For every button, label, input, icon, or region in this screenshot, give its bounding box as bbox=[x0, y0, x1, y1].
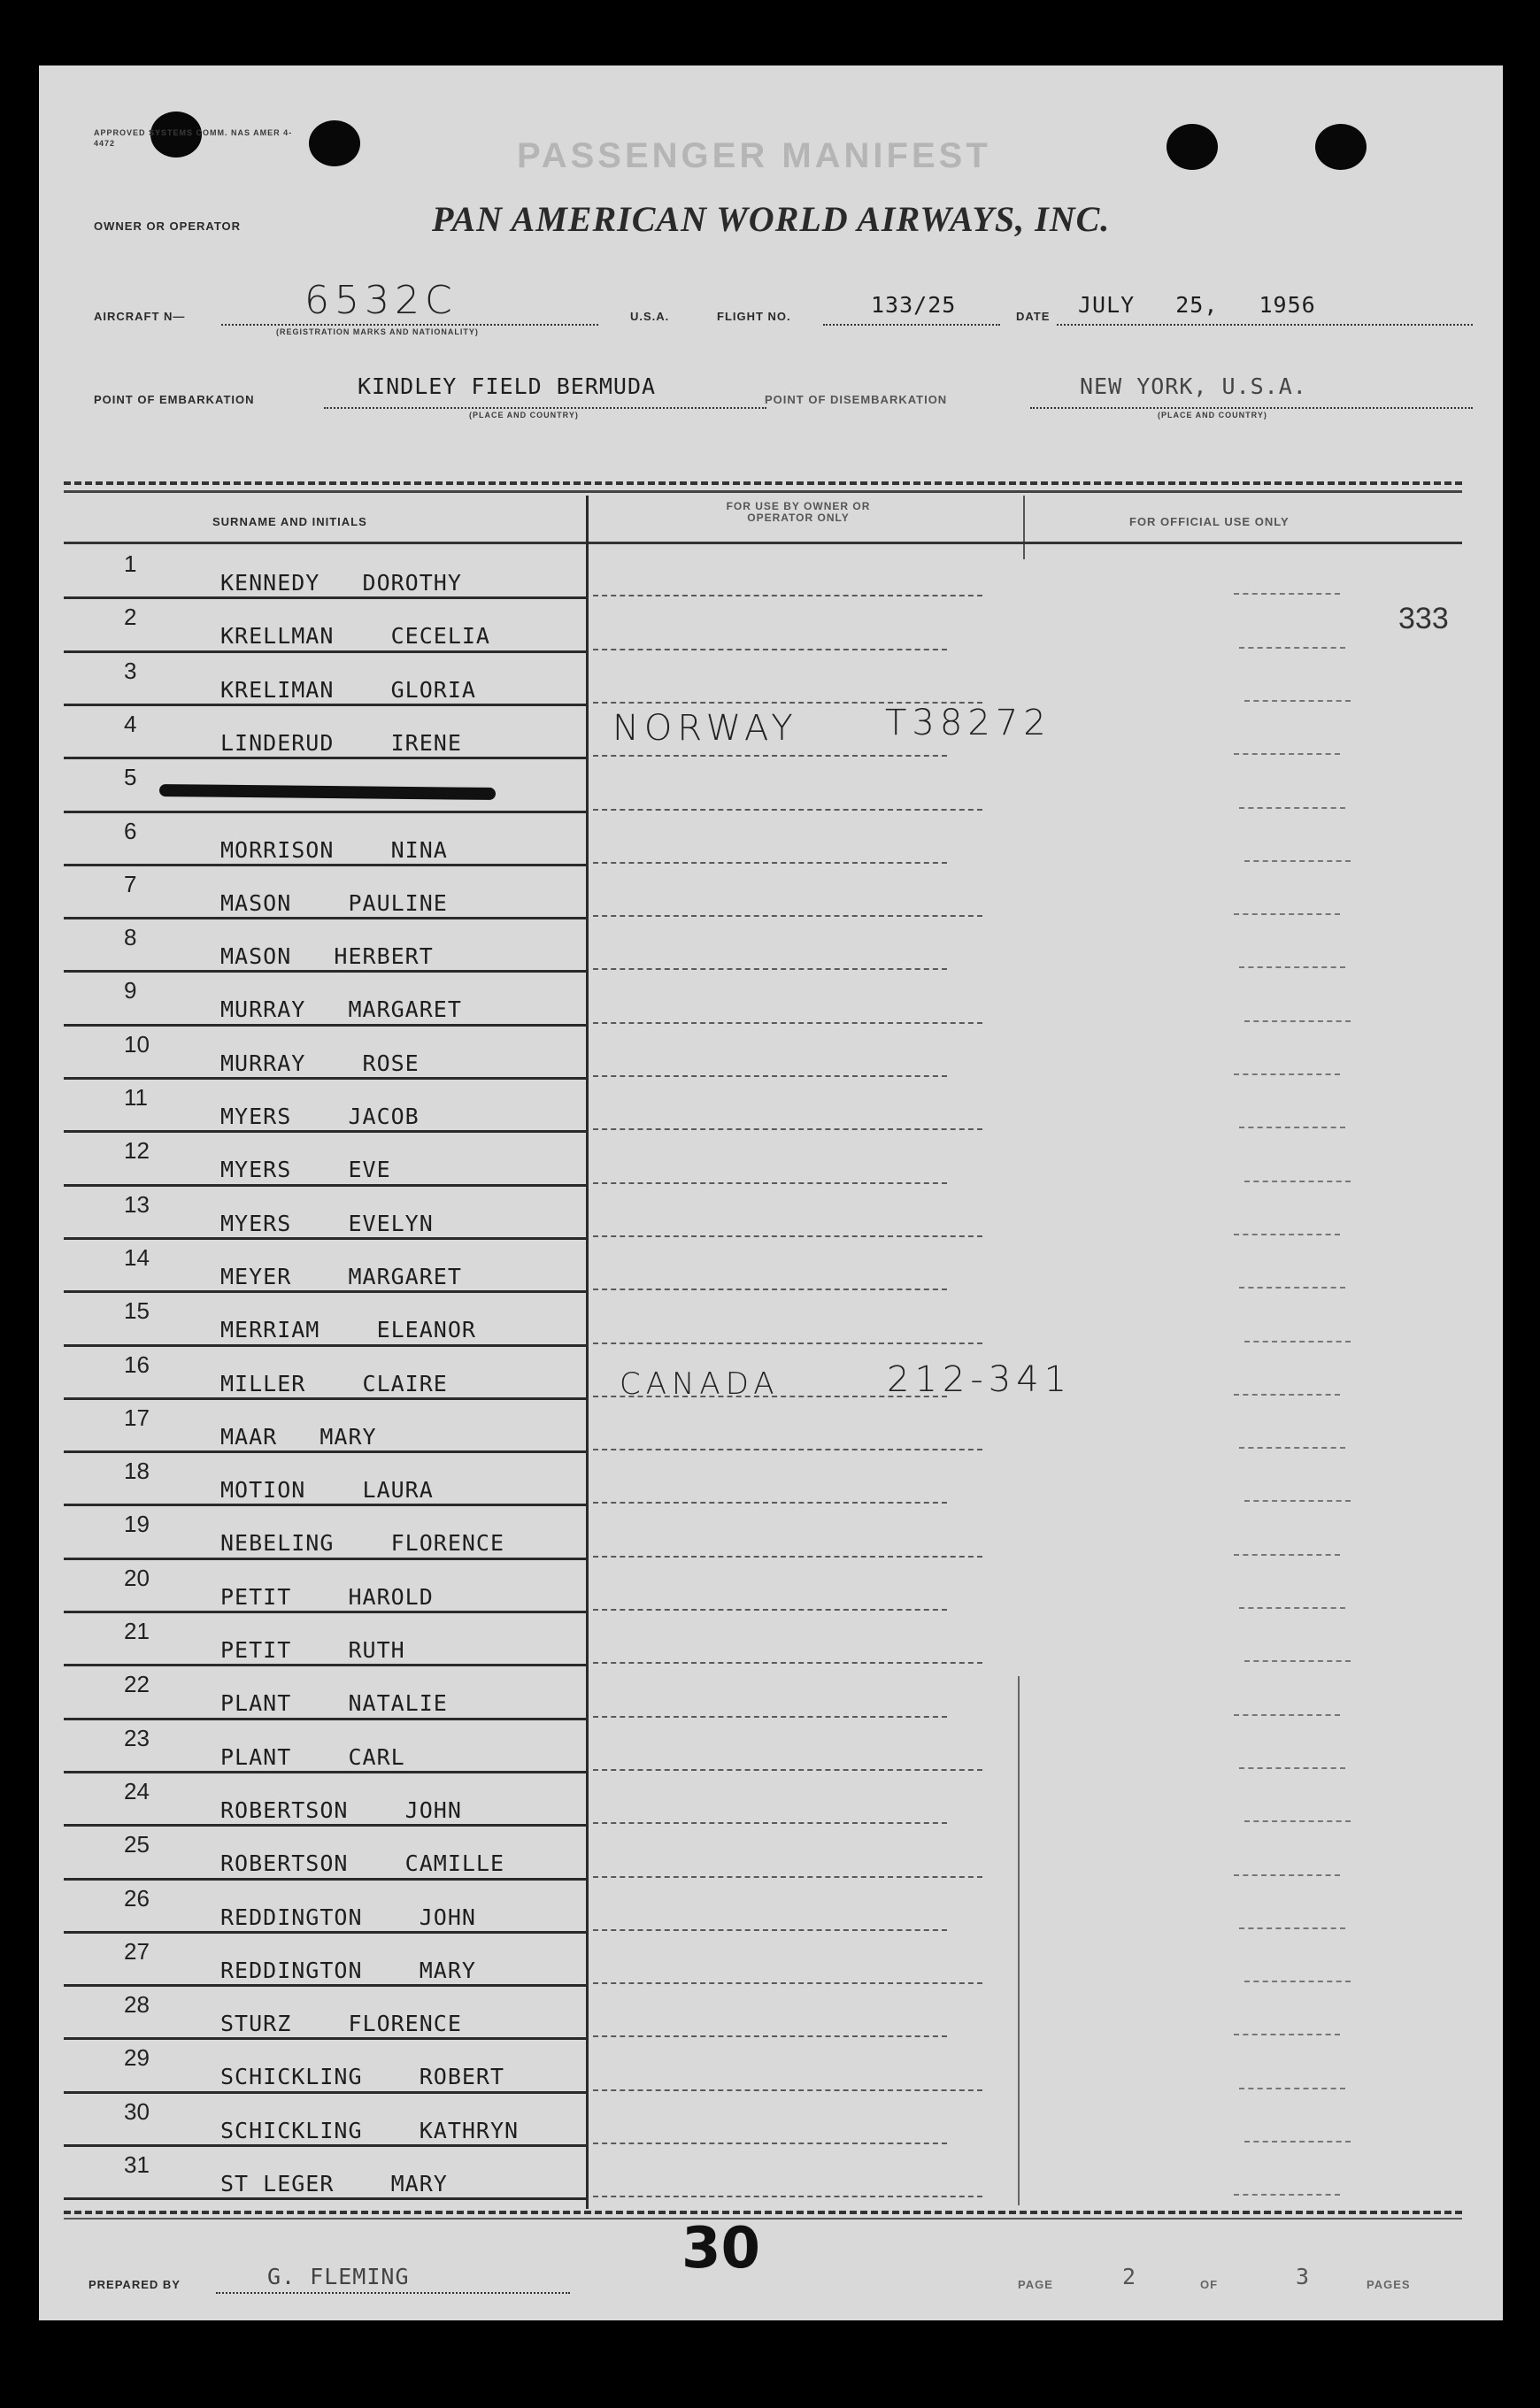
row-rule bbox=[64, 1771, 586, 1773]
owner-column-rule bbox=[593, 1182, 947, 1184]
official-column-rule bbox=[1234, 1394, 1340, 1396]
form-title: PASSENGER MANIFEST bbox=[517, 136, 991, 175]
row-number: 1 bbox=[124, 550, 137, 577]
passenger-name: PETIT HAROLD bbox=[220, 1583, 434, 1610]
column-divider-names bbox=[586, 496, 589, 2209]
row-number: 20 bbox=[124, 1564, 150, 1591]
passenger-name: PLANT NATALIE bbox=[220, 1690, 448, 1717]
row-number: 31 bbox=[124, 2151, 150, 2178]
official-column-rule bbox=[1234, 913, 1340, 915]
owner-column-rule bbox=[593, 862, 947, 864]
row-rule bbox=[64, 1397, 586, 1400]
header-bottom-rule bbox=[64, 542, 1462, 544]
of-value: 3 bbox=[1296, 2264, 1311, 2289]
disembark-value: NEW YORK, U.S.A. bbox=[1080, 373, 1307, 399]
row4-country-note: NORWAY bbox=[612, 708, 798, 749]
table-bottom-rule-2 bbox=[64, 2218, 1462, 2220]
row-number: 2 bbox=[124, 604, 137, 631]
passenger-name: MERRIAM ELEANOR bbox=[220, 1317, 476, 1343]
owner-column-rule bbox=[593, 1822, 947, 1824]
row-number: 16 bbox=[124, 1350, 150, 1378]
row-number: 17 bbox=[124, 1404, 150, 1431]
column-divider-owner-top bbox=[1023, 496, 1025, 559]
official-column-rule bbox=[1244, 1981, 1351, 1982]
owner-column-rule bbox=[593, 915, 982, 917]
owner-column-rule bbox=[593, 809, 982, 811]
embark-caption: (PLACE AND COUNTRY) bbox=[469, 411, 579, 419]
row-rule bbox=[64, 704, 586, 706]
official-column-rule bbox=[1239, 2088, 1345, 2089]
passenger-name: ROBERTSON CAMILLE bbox=[220, 1850, 505, 1877]
row-rule bbox=[64, 1611, 586, 1613]
row-number: 13 bbox=[124, 1190, 150, 1218]
owner-column-rule bbox=[593, 595, 982, 596]
row-rule bbox=[64, 1878, 586, 1881]
prepared-value: G. FLEMING bbox=[267, 2264, 410, 2289]
row-number: 14 bbox=[124, 1243, 150, 1271]
disembark-label: POINT OF DISEMBARKATION bbox=[765, 393, 948, 406]
row-rule bbox=[64, 2037, 586, 2040]
company-name: PAN AMERICAN WORLD AIRWAYS, INC. bbox=[432, 199, 1111, 239]
row-number: 10 bbox=[124, 1030, 150, 1058]
flight-label: FLIGHT NO. bbox=[717, 310, 791, 323]
owner-column-rule bbox=[593, 1929, 947, 1931]
punch-hole bbox=[1315, 124, 1367, 170]
passenger-name: MYERS JACOB bbox=[220, 1104, 420, 1129]
row-number: 12 bbox=[124, 1137, 150, 1165]
owner-column-rule bbox=[593, 968, 947, 970]
owner-column-rule bbox=[593, 2196, 982, 2197]
row-number: 25 bbox=[124, 1831, 150, 1858]
passenger-name: MOTION LAURA bbox=[220, 1477, 434, 1504]
redaction-mark bbox=[159, 784, 496, 800]
passenger-name: PETIT RUTH bbox=[220, 1637, 405, 1663]
official-column-rule bbox=[1239, 1127, 1345, 1128]
passenger-name: NEBELING FLORENCE bbox=[220, 1530, 505, 1557]
embark-label: POINT OF EMBARKATION bbox=[94, 393, 255, 406]
row-number: 28 bbox=[124, 1991, 150, 2019]
row-number: 4 bbox=[124, 710, 137, 737]
owner-column-rule bbox=[593, 1982, 982, 1984]
official-column-rule bbox=[1234, 2034, 1340, 2035]
official-column-rule bbox=[1239, 1767, 1345, 1769]
row-number: 7 bbox=[124, 870, 137, 897]
date-label: DATE bbox=[1016, 310, 1051, 323]
row-rule bbox=[64, 1237, 586, 1240]
table-top-rule bbox=[64, 481, 1462, 485]
row-number: 23 bbox=[124, 1724, 150, 1751]
column-header-owner: FOR USE BY OWNER OR OPERATOR ONLY bbox=[726, 500, 871, 524]
embark-underline bbox=[324, 407, 766, 409]
official-column-rule bbox=[1239, 1927, 1345, 1929]
row-rule bbox=[64, 596, 586, 599]
row-number: 8 bbox=[124, 924, 137, 951]
row-rule bbox=[64, 1504, 586, 1506]
official-column-rule bbox=[1234, 1714, 1340, 1716]
row16-country-note: CANADA bbox=[620, 1366, 780, 1402]
official-column-rule bbox=[1244, 2141, 1351, 2143]
row-number: 24 bbox=[124, 1777, 150, 1804]
punch-hole bbox=[309, 120, 360, 166]
passenger-name: MYERS EVE bbox=[220, 1157, 391, 1183]
owner-column-rule bbox=[593, 1075, 947, 1077]
margin-number: 333 bbox=[1398, 602, 1449, 635]
passenger-name: KENNEDY DOROTHY bbox=[220, 570, 462, 596]
column-header-official: FOR OFFICIAL USE ONLY bbox=[1129, 515, 1290, 528]
row16-document-number: 212-341 bbox=[887, 1359, 1073, 1400]
row-number: 19 bbox=[124, 1511, 150, 1538]
passenger-name: REDDINGTON JOHN bbox=[220, 1904, 476, 1930]
row-number: 22 bbox=[124, 1671, 150, 1698]
approval-note: APPROVED SYSTEMS COMM. NAS AMER 4-4472 bbox=[94, 128, 293, 148]
passenger-name: LINDERUD IRENE bbox=[220, 729, 462, 756]
owner-label: OWNER OR OPERATOR bbox=[94, 219, 242, 233]
official-column-rule bbox=[1239, 1447, 1345, 1449]
passenger-name: PLANT CARL bbox=[220, 1743, 405, 1770]
aircraft-label: AIRCRAFT N— bbox=[94, 310, 186, 323]
official-column-rule bbox=[1239, 1287, 1345, 1289]
owner-column-rule bbox=[593, 1342, 982, 1344]
table-top-rule-2 bbox=[64, 490, 1462, 493]
date-underline bbox=[1057, 324, 1473, 326]
official-column-rule bbox=[1234, 1554, 1340, 1556]
row-rule bbox=[64, 1558, 586, 1560]
official-column-rule bbox=[1244, 1660, 1351, 1662]
row-number: 30 bbox=[124, 2097, 150, 2125]
row-rule bbox=[64, 970, 586, 973]
row-number: 6 bbox=[124, 817, 137, 844]
row-number: 3 bbox=[124, 657, 137, 684]
official-column-rule bbox=[1244, 1341, 1351, 1342]
row-rule bbox=[64, 1344, 586, 1347]
official-column-rule bbox=[1244, 1500, 1351, 1502]
row-rule bbox=[64, 1931, 586, 1934]
owner-column-rule bbox=[593, 1662, 982, 1664]
disembark-caption: (PLACE AND COUNTRY) bbox=[1158, 411, 1267, 419]
date-value: JULY 25, 1956 bbox=[1078, 292, 1316, 318]
passenger-name: MASON PAULINE bbox=[220, 889, 448, 916]
owner-column-rule bbox=[593, 1502, 947, 1504]
row-rule bbox=[64, 2091, 586, 2094]
passenger-name: KRELLMAN CECELIA bbox=[220, 623, 490, 650]
owner-column-rule bbox=[593, 2035, 947, 2037]
passenger-name: REDDINGTON MARY bbox=[220, 1957, 476, 1983]
page-label: PAGE bbox=[1018, 2278, 1053, 2291]
official-column-rule bbox=[1234, 1874, 1340, 1876]
passenger-name: MASON HERBERT bbox=[220, 943, 434, 970]
owner-column-rule bbox=[593, 1609, 947, 1611]
row-number: 9 bbox=[124, 977, 137, 1004]
official-column-rule bbox=[1244, 860, 1351, 862]
row-rule bbox=[64, 757, 586, 759]
passenger-name: MORRISON NINA bbox=[220, 836, 448, 863]
disembark-underline bbox=[1030, 407, 1473, 409]
of-label: OF bbox=[1200, 2278, 1219, 2291]
row4-document-number: T38272 bbox=[885, 703, 1051, 743]
prepared-underline bbox=[216, 2292, 570, 2294]
row-number: 21 bbox=[124, 1618, 150, 1644]
flight-underline bbox=[823, 324, 1000, 326]
row-number: 26 bbox=[124, 1884, 150, 1912]
prepared-label: PREPARED BY bbox=[89, 2278, 181, 2291]
registration-caption: (REGISTRATION MARKS AND NATIONALITY) bbox=[276, 327, 479, 336]
passenger-name: MAAR MARY bbox=[220, 1423, 377, 1450]
owner-column-rule bbox=[593, 1876, 982, 1878]
passenger-name: ROBERTSON JOHN bbox=[220, 1796, 462, 1823]
row-rule bbox=[64, 1824, 586, 1827]
official-column-rule bbox=[1234, 593, 1340, 595]
row-number: 27 bbox=[124, 1937, 150, 1965]
pages-label: PAGES bbox=[1367, 2278, 1411, 2291]
row-rule bbox=[64, 1984, 586, 1987]
row-rule bbox=[64, 1024, 586, 1027]
column-header-names: SURNAME AND INITIALS bbox=[212, 515, 367, 528]
page-total: 30 bbox=[681, 2216, 761, 2281]
owner-column-rule bbox=[593, 1022, 982, 1024]
row-rule bbox=[64, 1184, 586, 1187]
owner-column-rule bbox=[593, 1449, 982, 1450]
row-rule bbox=[64, 2144, 586, 2147]
official-column-rule bbox=[1244, 1820, 1351, 1822]
page-value: 2 bbox=[1122, 2264, 1137, 2289]
official-column-rule bbox=[1234, 1234, 1340, 1235]
row-number: 15 bbox=[124, 1297, 150, 1325]
official-column-rule bbox=[1234, 2194, 1340, 2196]
aircraft-underline bbox=[221, 324, 598, 326]
row-number: 5 bbox=[124, 764, 137, 791]
row-number: 18 bbox=[124, 1458, 150, 1485]
row-rule bbox=[64, 1290, 586, 1293]
row-rule bbox=[64, 2197, 586, 2200]
manifest-sheet bbox=[39, 65, 1503, 2320]
owner-column-rule bbox=[593, 649, 947, 650]
official-column-rule bbox=[1244, 700, 1351, 702]
column-divider-official bbox=[1018, 1676, 1020, 2205]
official-column-rule bbox=[1234, 753, 1340, 755]
row-rule bbox=[64, 1450, 586, 1453]
official-column-rule bbox=[1239, 966, 1345, 968]
official-column-rule bbox=[1239, 1607, 1345, 1609]
passenger-name: MYERS EVELYN bbox=[220, 1210, 434, 1236]
embark-value: KINDLEY FIELD BERMUDA bbox=[358, 373, 657, 399]
owner-column-rule bbox=[593, 1556, 982, 1558]
passenger-name: SCHICKLING ROBERT bbox=[220, 2064, 505, 2090]
row-number: 11 bbox=[124, 1084, 148, 1111]
official-column-rule bbox=[1239, 807, 1345, 809]
aircraft-value: 6532C bbox=[304, 278, 458, 323]
usa-label: U.S.A. bbox=[630, 310, 670, 323]
passenger-name: MEYER MARGARET bbox=[220, 1263, 462, 1289]
row-rule bbox=[64, 864, 586, 866]
owner-column-rule bbox=[593, 1716, 947, 1718]
owner-column-rule bbox=[593, 2143, 947, 2144]
official-column-rule bbox=[1239, 647, 1345, 649]
passenger-name: MURRAY ROSE bbox=[220, 1050, 420, 1076]
row-rule bbox=[64, 1718, 586, 1720]
row-rule bbox=[64, 1077, 586, 1080]
passenger-name: STURZ FLORENCE bbox=[220, 2011, 462, 2037]
official-column-rule bbox=[1244, 1181, 1351, 1182]
passenger-name: MILLER CLAIRE bbox=[220, 1370, 448, 1396]
row-rule bbox=[64, 650, 586, 653]
owner-column-rule bbox=[593, 1128, 982, 1130]
row-number: 29 bbox=[124, 2044, 150, 2072]
passenger-name: KRELIMAN GLORIA bbox=[220, 676, 476, 703]
official-column-rule bbox=[1244, 1020, 1351, 1022]
owner-column-rule bbox=[593, 2089, 982, 2091]
table-bottom-rule bbox=[64, 2211, 1462, 2214]
owner-column-rule bbox=[593, 1235, 982, 1237]
owner-column-rule bbox=[593, 1289, 947, 1290]
row-rule bbox=[64, 1664, 586, 1666]
row-rule bbox=[64, 811, 586, 813]
row-rule bbox=[64, 1130, 586, 1133]
row-rule bbox=[64, 917, 586, 919]
punch-hole bbox=[1167, 124, 1218, 170]
flight-value: 133/25 bbox=[871, 292, 957, 318]
official-column-rule bbox=[1234, 1073, 1340, 1075]
owner-column-rule bbox=[593, 755, 947, 757]
owner-column-rule bbox=[593, 1769, 982, 1771]
passenger-name: MURRAY MARGARET bbox=[220, 996, 462, 1023]
passenger-name: SCHICKLING KATHRYN bbox=[220, 2117, 520, 2143]
passenger-name: ST LEGER MARY bbox=[220, 2171, 448, 2196]
